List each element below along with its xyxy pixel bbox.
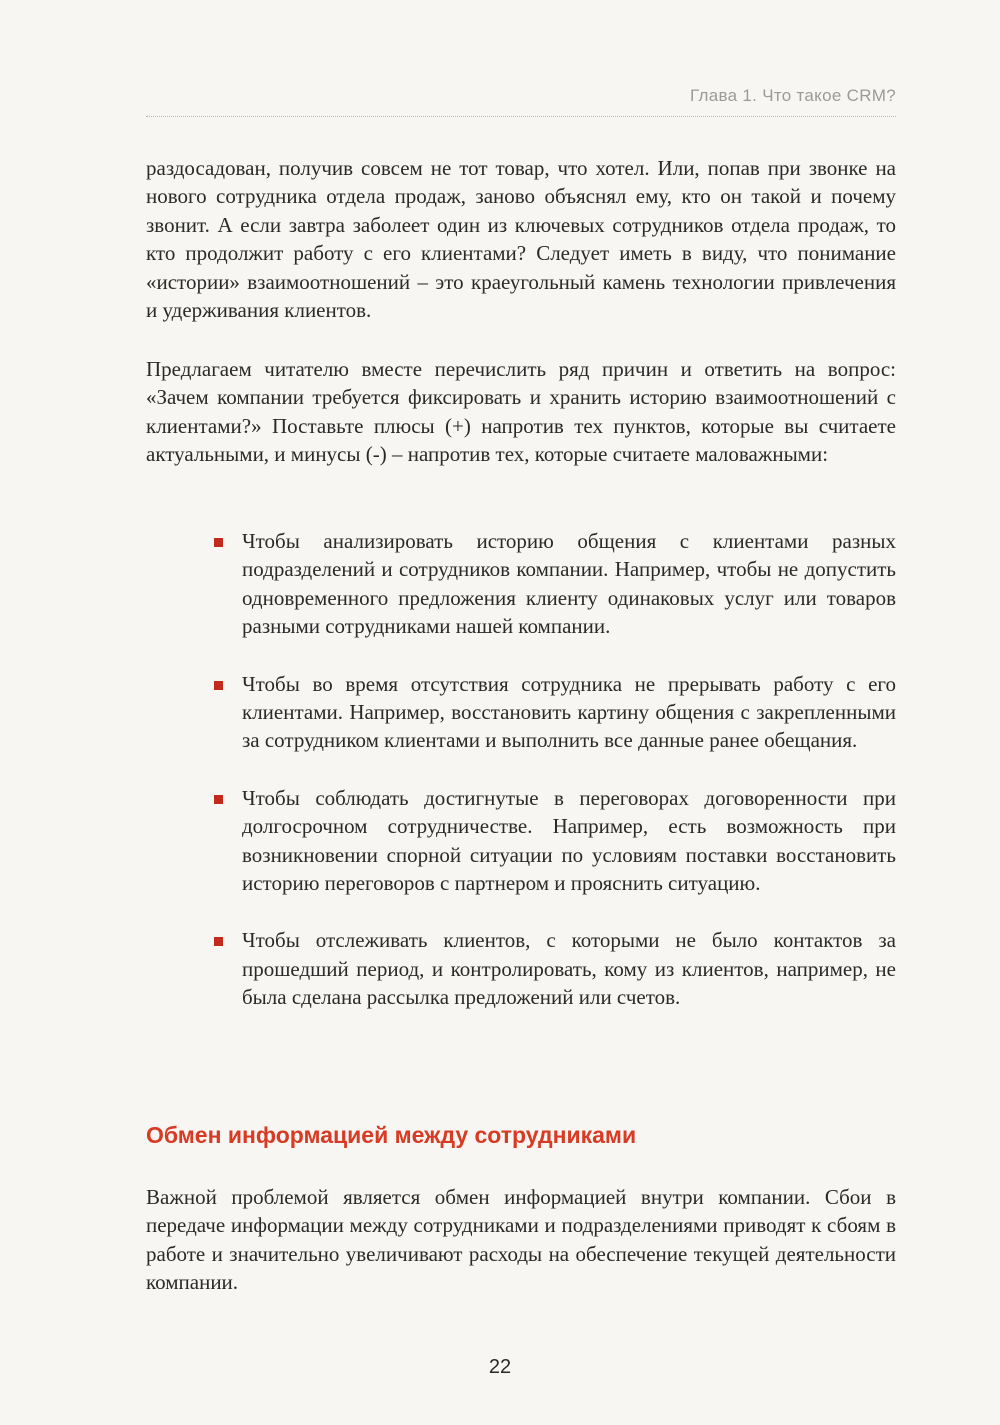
paragraph-question: Предлагаем читателю вместе перечислить ряд причин и ответить на вопрос: «Зачем компании требуется фиксировать и хранить историю взаимоотношений с клиентами?» Поставьте плюсы (+) напротив тех пунктов, которые вы считаете актуальными, и минусы (-) – напротив тех, которые считаете маловажными: [146,357,896,467]
list-item [210,670,896,755]
list-item-text: Чтобы соблюдать достигнутые в переговорах договоренности при долгосрочном сотрудничестве. Например, есть возможность при возникновении спорной ситуации по условиям поставки восстановить историю переговоров с партнером и прояснить ситуацию. [242,785,896,896]
paragraph-intro-continued: раздосадован, получив совсем не тот товар, что хотел. Или, попав при звонке на нового сотрудника отдела продаж, заново объяснял ему, кто он такой и почему звонит. А если завтра заболеет один из ключевых сотрудников отдела продаж, то кто продолжит работу с его клиентами? Следует иметь в виду, что понимание «истории» взаимоотношений – это краеугольный камень технологии привлечения и удерживания клиентов. [146,156,896,323]
list-item-text: Чтобы отслеживать клиентов, с которыми не было контактов за прошедший период, и контролировать, кому из клиентов, например, не была сделана рассылка предложений или счетов. [242,928,896,1010]
running-header: Глава 1. Что такое CRM? [689,86,896,105]
square-bullet-icon [214,795,223,804]
section-heading: Обмен информацией между сотрудниками [146,1122,637,1148]
reasons-bullet-list [210,527,896,1041]
square-bullet-icon [214,538,223,547]
list-item [210,527,896,641]
page-number: 22 [488,1356,512,1378]
paragraph-section-body: Важной проблемой является обмен информацией внутри компании. Сбои в передаче информации между сотрудниками и подразделениями приводят к сбоям в работе и значительно увеличивают расходы на обеспечение текущей деятельности компании. [146,1185,896,1295]
list-item [210,926,896,1011]
square-bullet-icon [214,681,223,690]
list-item-text: Чтобы во время отсутствия сотрудника не прерывать работу с его клиентами. Например, восстановить картину общения с закрепленными за сотрудником клиентами и выполнить все данные ранее обещания. [242,671,896,753]
square-bullet-icon [214,937,223,946]
list-item [210,784,896,898]
header-divider [146,116,896,117]
list-item-text: Чтобы анализировать историю общения с клиентами разных подразделений и сотрудников компании. Например, чтобы не допустить одновременного предложения клиенту одинаковых услуг или товаров разными сотрудниками нашей компании. [242,529,896,639]
